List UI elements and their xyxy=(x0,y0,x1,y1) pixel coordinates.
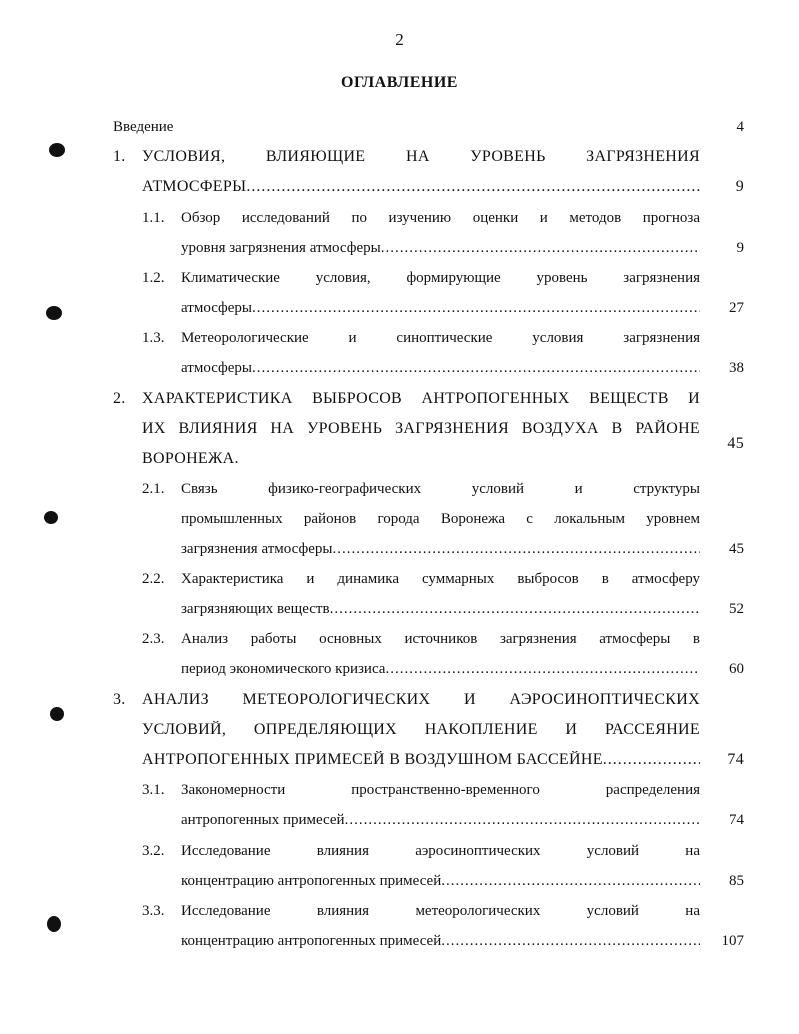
section-3-3-page: 107 xyxy=(721,933,744,949)
section-3-1-number: 3.1. xyxy=(142,782,165,798)
chapter-2-number: 2. xyxy=(113,390,126,407)
section-1-3-number: 1.3. xyxy=(142,330,165,346)
page-number: 2 xyxy=(395,30,404,49)
toc-title: ОГЛАВЛЕНИЕ xyxy=(341,74,458,91)
chapter-1-page: 9 xyxy=(735,178,744,195)
section-2-3-line-2: период экономического кризиса ..... xyxy=(181,661,700,678)
section-1-2-page: 27 xyxy=(729,300,744,316)
section-1-3-line-1: Метеорологические и синоптические условия загрязнения xyxy=(181,330,700,346)
section-1-1-page: 9 xyxy=(736,240,744,256)
section-3-1-line-1: Закономерности пространственно-временного распределения xyxy=(181,782,700,798)
section-3-3-line-1: Исследование влияния метеорологических условий на xyxy=(181,903,700,919)
section-1-1-line-2: уровня загрязнения атмосферы ..... xyxy=(181,240,700,257)
chapter-3-number: 3. xyxy=(113,691,126,708)
section-1-3-line-2: атмосферы ..... xyxy=(181,360,700,377)
chapter-2-page: 45 xyxy=(727,435,744,452)
section-1-1-number: 1.1. xyxy=(142,210,165,226)
chapter-2-line-2: ИХ ВЛИЯНИЯ НА УРОВЕНЬ ЗАГРЯЗНЕНИЯ ВОЗДУХА В РАЙОНЕ xyxy=(142,420,700,437)
section-3-1-page: 74 xyxy=(729,812,744,828)
section-2-2-line-2: загрязняющих веществ ..... xyxy=(181,601,700,618)
section-1-2-number: 1.2. xyxy=(142,270,165,286)
section-3-3-number: 3.3. xyxy=(142,903,165,919)
intro-label: Введение xyxy=(113,119,174,135)
section-1-1-line-1: Обзор исследований по изучению оценки и методов прогноза xyxy=(181,210,700,226)
binder-hole-mark xyxy=(46,306,62,320)
chapter-2-line-3: ВОРОНЕЖА. xyxy=(142,450,239,467)
section-2-1-page: 45 xyxy=(729,541,744,557)
binder-hole-mark xyxy=(50,707,64,721)
section-3-2-page: 85 xyxy=(729,873,744,889)
chapter-3-line-2: УСЛОВИЙ, ОПРЕДЕЛЯЮЩИХ НАКОПЛЕНИЕ И РАССЕЯНИЕ xyxy=(142,721,700,738)
section-2-2-line-1: Характеристика и динамика суммарных выбросов в атмосферу xyxy=(181,571,700,587)
section-2-1-line-1: Связь физико-географических условий и структуры xyxy=(181,481,700,497)
section-3-2-number: 3.2. xyxy=(142,843,165,859)
section-3-2-line-2: концентрацию антропогенных примесей ..... xyxy=(181,873,700,890)
section-3-3-line-2: концентрацию антропогенных примесей ..... xyxy=(181,933,700,950)
intro-page: 4 xyxy=(736,119,744,135)
chapter-2-line-1: ХАРАКТЕРИСТИКА ВЫБРОСОВ АНТРОПОГЕННЫХ ВЕЩЕСТВ И xyxy=(142,390,700,407)
chapter-1-number: 1. xyxy=(113,148,126,165)
section-2-1-line-2: промышленных районов города Воронежа с локальным уровнем xyxy=(181,511,700,527)
binder-hole-mark xyxy=(49,143,65,157)
chapter-1-line-2: АТМОСФЕРЫ ..... xyxy=(142,178,700,196)
section-1-2-line-1: Климатические условия, формирующие уровень загрязнения xyxy=(181,270,700,286)
section-2-3-page: 60 xyxy=(729,661,744,677)
section-2-3-line-1: Анализ работы основных источников загрязнения атмосферы в xyxy=(181,631,700,647)
binder-hole-mark xyxy=(47,916,61,932)
section-2-1-number: 2.1. xyxy=(142,481,165,497)
section-3-2-line-1: Исследование влияния аэросиноптических условий на xyxy=(181,843,700,859)
binder-hole-mark xyxy=(44,511,58,524)
section-2-2-page: 52 xyxy=(729,601,744,617)
chapter-3-line-3: АНТРОПОГЕННЫХ ПРИМЕСЕЙ В ВОЗДУШНОМ БАССЕЙНЕ ..... xyxy=(142,751,700,769)
chapter-3-line-1: АНАЛИЗ МЕТЕОРОЛОГИЧЕСКИХ И АЭРОСИНОПТИЧЕСКИХ xyxy=(142,691,700,708)
section-2-1-line-3: загрязнения атмосферы ..... xyxy=(181,541,700,558)
section-2-2-number: 2.2. xyxy=(142,571,165,587)
chapter-3-page: 74 xyxy=(727,751,744,768)
section-2-3-number: 2.3. xyxy=(142,631,165,647)
section-1-2-line-2: атмосферы ..... xyxy=(181,300,700,317)
chapter-1-line-1: УСЛОВИЯ, ВЛИЯЮЩИЕ НА УРОВЕНЬ ЗАГРЯЗНЕНИЯ xyxy=(142,148,700,165)
section-1-3-page: 38 xyxy=(729,360,744,376)
section-3-1-line-2: антропогенных примесей ..... xyxy=(181,812,700,829)
